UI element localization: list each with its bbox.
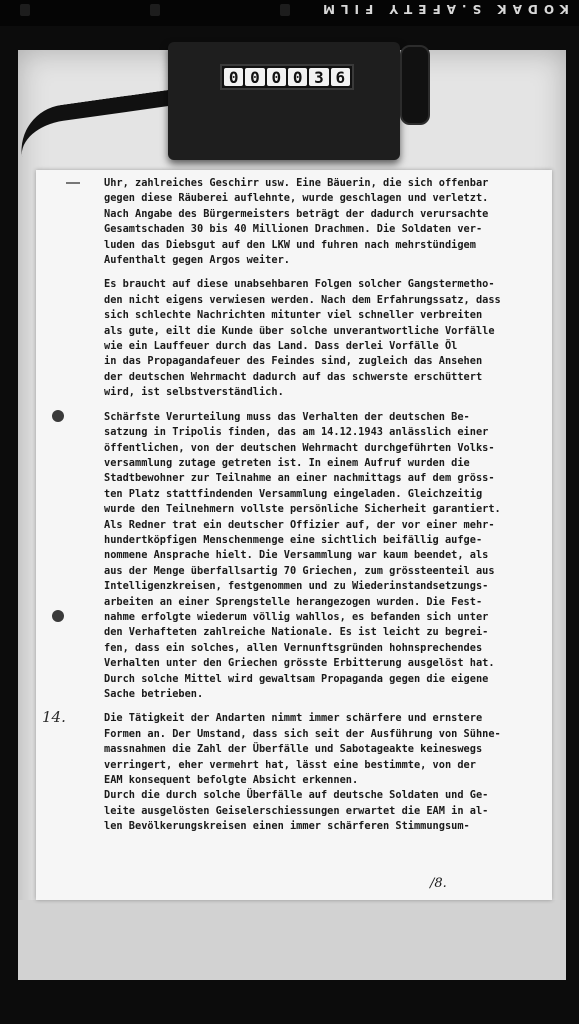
text-line: massnahmen die Zahl der Überfälle und Sabotageakte keineswegs	[104, 743, 483, 756]
counter-digit: 3	[309, 68, 328, 86]
text-line: Aufenthalt gegen Argos weiter.	[104, 254, 290, 267]
text-line: nommene Ansprache hielt. Die Versammlung war kaum beendet, als	[104, 549, 489, 562]
text-line: Uhr, zahlreiches Geschirr usw. Eine Bäuerin, die sich offenbar	[104, 177, 489, 189]
text-line: EAM konsequent befolgte Absicht erkennen.	[104, 774, 359, 787]
text-line: ten Platz stattfindenden Versammlung eingeladen. Gleichzeitig	[104, 487, 483, 500]
margin-annotation: 14.	[42, 708, 66, 726]
text-line: Es braucht auf diese unabsehbaren Folgen solcher Gangstermetho-	[104, 278, 495, 291]
document-body	[104, 176, 544, 844]
text-line: Stadtbewohner zur Teilnahme an einer nachmittags auf dem gröss-	[104, 472, 495, 485]
counter-digit: 0	[224, 68, 243, 86]
paragraph	[104, 711, 544, 834]
text-line: hundertköpfigen Menschenmenge eine sichtlich beifällig aufge-	[104, 533, 483, 546]
text-line: arbeiten an einer Sprengstelle herangezogen wurden. Die Fest-	[104, 595, 483, 608]
text-line: len Bevölkerungskreisen einen immer schärferen Stimmungsum-	[104, 820, 470, 833]
text-line: Durch die durch solche Überfälle auf deutsche Soldaten und Ge-	[104, 789, 489, 802]
text-line: Intelligenzkreisen, festgenommen und zu Wiederinstandsetzungs-	[104, 580, 489, 593]
text-line: verringert, eher vermehrt hat, lässt eine bestimmte, von der	[104, 758, 476, 771]
film-sprocket	[20, 4, 30, 16]
text-line: Formen an. Der Umstand, dass sich seit der Ausführung von Sühne-	[104, 727, 501, 740]
text-line: Sache betrieben.	[104, 688, 204, 700]
text-line: Die Tätigkeit der Andarten nimmt immer schärfere und ernstere	[104, 712, 483, 725]
text-line: den Verhafteten zahlreiche Nationale. Es ist leicht zu begrei-	[104, 626, 489, 639]
punch-hole	[52, 410, 64, 422]
film-sprocket	[150, 4, 160, 16]
text-line: Gesamtschaden 30 bis 40 Millionen Drachmen. Die Soldaten ver-	[104, 223, 483, 236]
scan-backing-board-lower	[18, 900, 566, 980]
text-line: fen, dass ein solches, allen Vernunftsgründen hohnsprechendes	[104, 641, 483, 654]
text-line: als gute, eilt die Kunde über solche unverantwortliche Vorfälle	[104, 324, 495, 337]
counter-digit: 0	[288, 68, 307, 86]
text-line: gegen diese Räuberei auflehnte, wurde geschlagen und verletzt.	[104, 192, 489, 205]
counter-digit: 0	[267, 68, 286, 86]
film-edge-label: KODAK S.AFETY FILM	[317, 2, 569, 16]
page-number-mark: /8.	[430, 876, 447, 891]
text-line: nahme erfolgte wiederum völlig wahllos, es befanden sich unter	[104, 610, 489, 623]
text-line: aus der Menge überfallsartig 70 Griechen, zum grössteenteil aus	[104, 564, 495, 577]
counter-digit: 0	[245, 68, 264, 86]
text-line: Schärfste Verurteilung muss das Verhalten der deutschen Be-	[104, 410, 470, 423]
counter-display	[220, 64, 354, 90]
text-line: luden das Diebsgut auf den LKW und fuhren nach mehrstündigem	[104, 238, 476, 251]
text-line: wird, ist selbstverständlich.	[104, 386, 284, 399]
text-line: Verhalten unter den Griechen grösste Erbitterung ausgelöst hat.	[104, 657, 495, 670]
text-line: den nicht eigens verwiesen werden. Nach dem Erfahrungssatz, dass	[104, 293, 501, 306]
corner-mark	[66, 182, 80, 184]
paragraph	[104, 277, 544, 400]
text-line: öffentlichen, von der deutschen Wehrmacht durchgeführten Volks-	[104, 441, 495, 454]
text-line: sich schlechte Nachrichten mitunter viel schneller verbreiten	[104, 309, 483, 322]
text-line: Als Redner trat ein deutscher Offizier auf, der vor einer mehr-	[104, 518, 495, 531]
paragraph	[104, 410, 544, 703]
counter-digit: 6	[331, 68, 350, 86]
film-sprocket	[280, 4, 290, 16]
text-line: wurde den Teilnehmern vollste persönliche Sicherheit garantiert.	[104, 503, 501, 516]
text-line: versammlung zutage getreten ist. In einem Aufruf wurden die	[104, 456, 470, 469]
document-page	[36, 170, 552, 900]
text-line: satzung in Tripolis finden, das am 14.12.1943 anlässlich einer	[104, 426, 489, 439]
text-line: der deutschen Wehrmacht dadurch auf das schwerste erschüttert	[104, 370, 483, 383]
text-line: wie ein Lauffeuer durch das Land. Dass derlei Vorfälle Öl	[104, 340, 458, 353]
text-line: in das Propagandafeuer des Feindes sind, zugleich das Ansehen	[104, 355, 483, 368]
paragraph	[104, 176, 544, 268]
text-line: leite ausgelösten Geiselerschiessungen erwartet die EAM in al-	[104, 804, 489, 817]
text-line: Nach Angabe des Bürgermeisters beträgt der dadurch verursachte	[104, 207, 489, 220]
punch-hole	[52, 610, 64, 622]
counter-knob	[400, 45, 430, 125]
text-line: Durch solche Mittel wird gewaltsam Propaganda gegen die eigene	[104, 672, 489, 685]
frame-counter-device	[168, 42, 400, 160]
